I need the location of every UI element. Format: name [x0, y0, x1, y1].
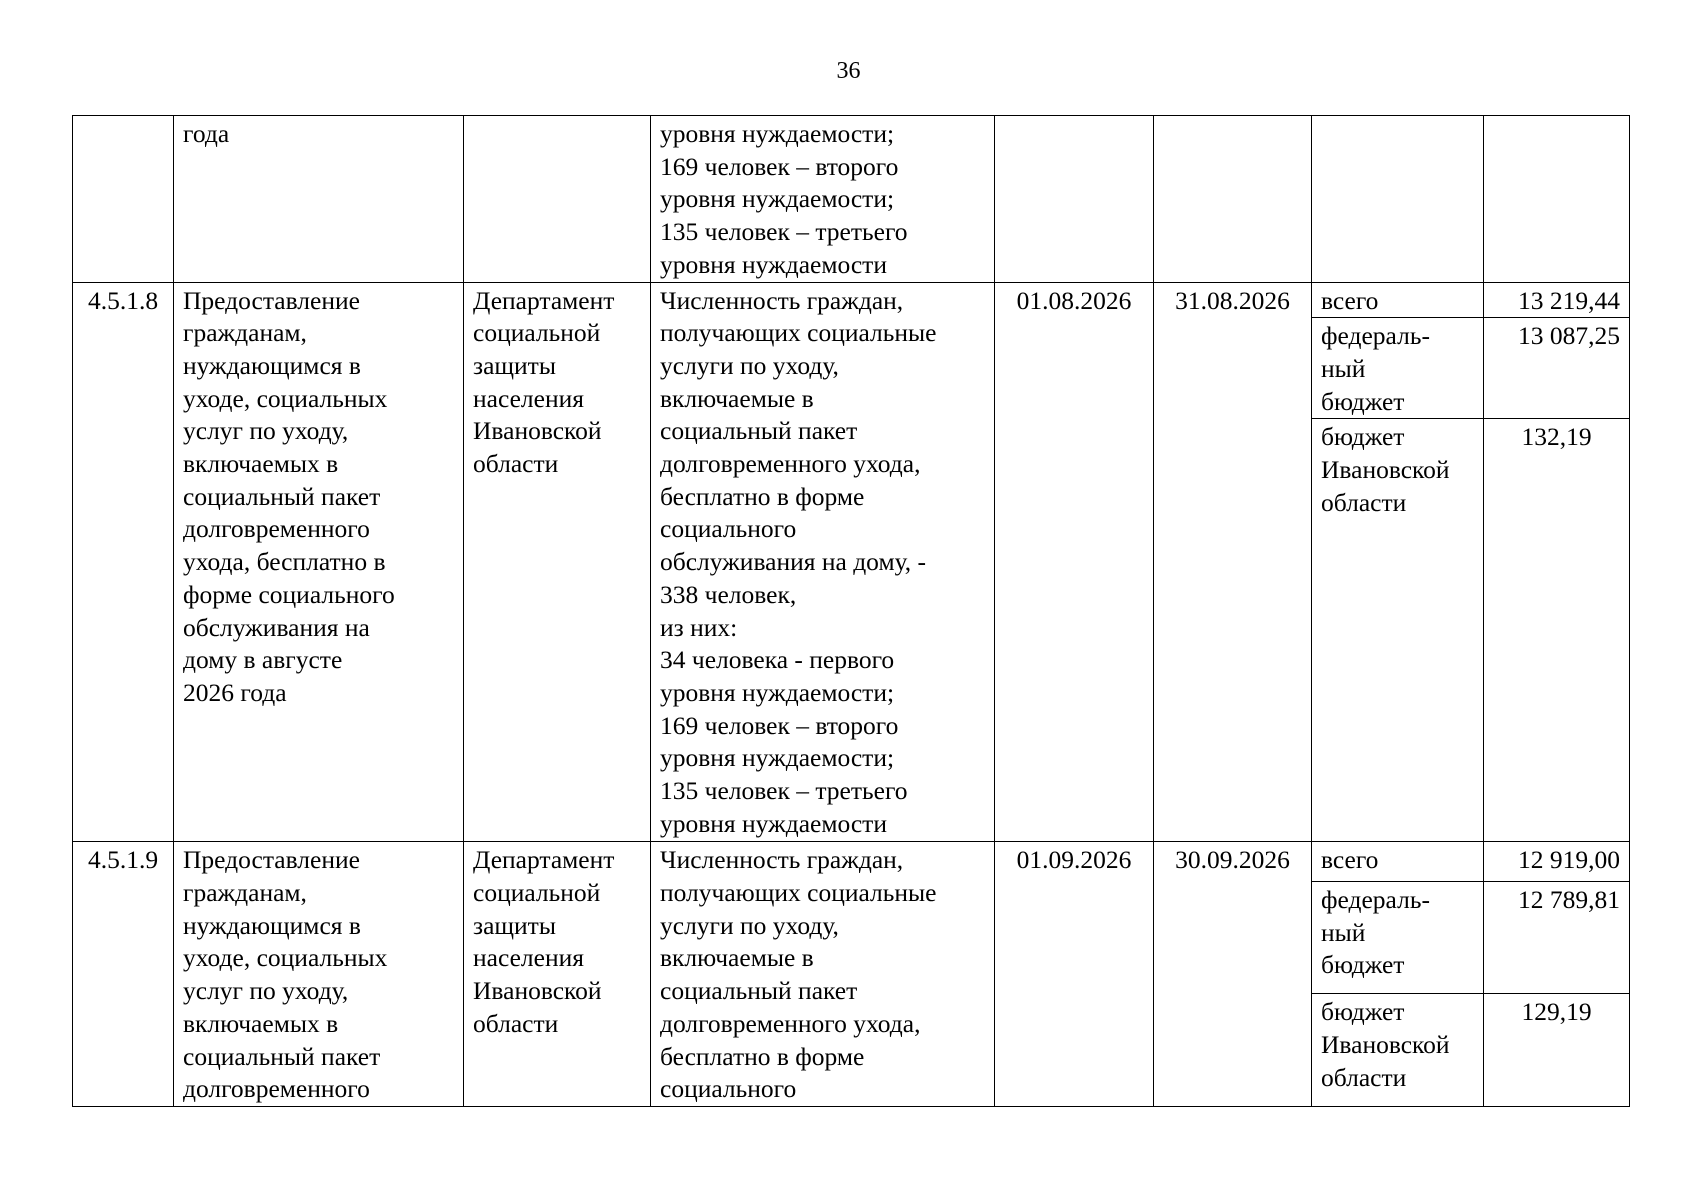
cell-finance-amount	[1484, 116, 1630, 283]
cell-indicator: Численность граждан, получающих социальные услуги по уходу, включаемые в социальный пакет долговременного ухода, бесплатно в форме социального	[651, 842, 995, 1107]
cell-end-date	[1154, 116, 1312, 283]
cell-end-date: 30.09.2026	[1154, 842, 1312, 1107]
cell-finance-amount: 12 919,00	[1484, 842, 1630, 882]
table-row	[73, 282, 1630, 318]
cell-finance-amount: 132,19	[1484, 419, 1630, 842]
cell-executor: Департамент социальной защиты населения Ивановской области	[464, 842, 651, 1107]
cell-finance-amount: 13 087,25	[1484, 318, 1630, 419]
cell-end-date: 31.08.2026	[1154, 282, 1312, 842]
cell-start-date: 01.08.2026	[995, 282, 1154, 842]
cell-finance-source: бюджет Ивановской области	[1312, 994, 1484, 1106]
cell-measure-name: Предоставление гражданам, нуждающимся в уходе, социальных услуг по уходу, включаемых в социальный пакет долговременного	[174, 842, 464, 1107]
cell-number: 4.5.1.8	[73, 282, 174, 842]
cell-finance-source: бюджет Ивановской области	[1312, 419, 1484, 842]
cell-measure-name: Предоставление гражданам, нуждающимся в уходе, социальных услуг по уходу, включаемых в социальный пакет долговременного ухода, бесплатно в форме социального обслуживания на дому в августе 2026 года	[174, 282, 464, 842]
table-row	[73, 842, 1630, 882]
cell-finance-source: всего	[1312, 842, 1484, 882]
cell-finance-source: федераль- ный бюджет	[1312, 882, 1484, 994]
cell-number	[73, 116, 174, 283]
cell-executor	[464, 116, 651, 283]
cell-finance-amount: 12 789,81	[1484, 882, 1630, 994]
page-number: 36	[836, 58, 861, 84]
cell-finance-amount: 129,19	[1484, 994, 1630, 1106]
cell-finance-amount: 13 219,44	[1484, 282, 1630, 318]
cell-measure-name: года	[174, 116, 464, 283]
measures-table	[72, 115, 1630, 1107]
table-row-continued	[73, 116, 1630, 283]
cell-executor: Департамент социальной защиты населения Ивановской области	[464, 282, 651, 842]
cell-number: 4.5.1.9	[73, 842, 174, 1107]
cell-start-date	[995, 116, 1154, 283]
cell-indicator: Численность граждан, получающих социальные услуги по уходу, включаемые в социальный пакет долговременного ухода, бесплатно в форме социального обслуживания на дому, - 338 человек, из них: 34 человека - первого уровня нуждаемости; 169 человек – второго уровня нуждаемости; 135 человек – третьего уровня нуждаемости	[651, 282, 995, 842]
cell-indicator: уровня нуждаемости; 169 человек – второго уровня нуждаемости; 135 человек – третьего уровня нуждаемости	[651, 116, 995, 283]
cell-finance-source: федераль- ный бюджет	[1312, 318, 1484, 419]
cell-start-date: 01.09.2026	[995, 842, 1154, 1107]
cell-finance-source	[1312, 116, 1484, 283]
cell-finance-source: всего	[1312, 282, 1484, 318]
